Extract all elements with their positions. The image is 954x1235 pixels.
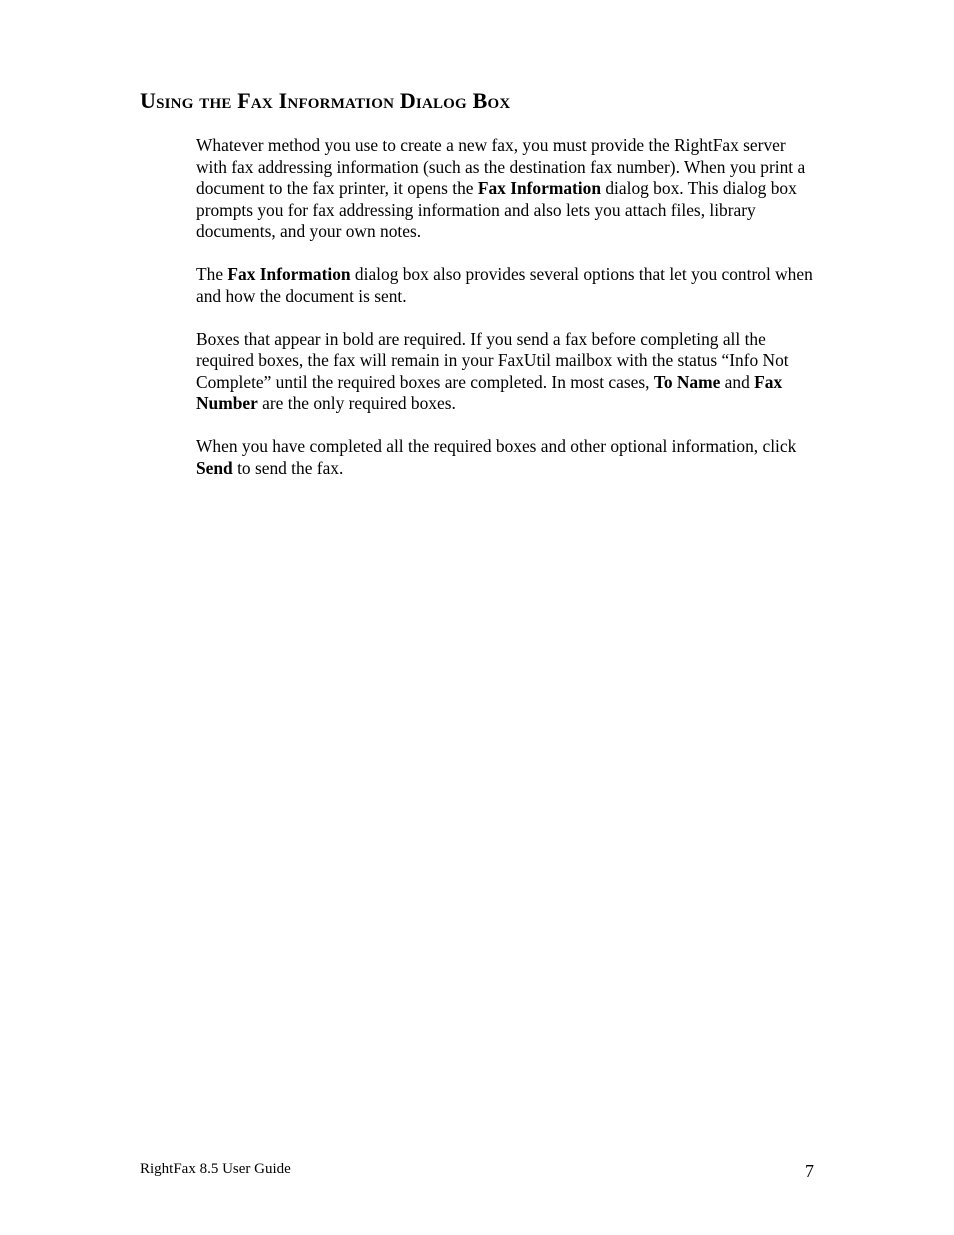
footer-document-title: RightFax 8.5 User Guide: [140, 1161, 291, 1177]
text-run: to send the fax.: [232, 457, 344, 478]
footer-page-number: 7: [805, 1161, 814, 1181]
text-run: dialog box also provides several options that let you control when and how the document is sent.: [196, 264, 813, 306]
paragraph-options: [196, 264, 816, 307]
text-run: The: [196, 264, 228, 284]
text-run: are the only required boxes.: [257, 393, 456, 413]
bold-term-send: Send: [196, 457, 233, 478]
text-run: dialog box. This dialog box prompts you for fax addressing information and also lets you attach files, library documents, and your own notes.: [196, 178, 797, 241]
bold-term-fax-information: Fax Information: [227, 264, 351, 284]
text-run: Whatever method you use to create a new fax, you must provide the RightFax server with fax addressing information (such as the destination fax number). When you print a document to the fax printer, it opens the: [196, 135, 806, 198]
section-heading: Using the Fax Information Dialog Box: [140, 88, 511, 113]
section-body: [196, 135, 816, 501]
text-run: Boxes that appear in bold are required. If you send a fax before completing all the required boxes, the fax will remain in your FaxUtil mailbox with the status “Info Not Complete” until the required boxes are completed. In most cases,: [196, 328, 789, 392]
bold-term-to-name: To Name: [653, 371, 721, 392]
text-run: and: [720, 371, 755, 392]
bold-term-fax-information: Fax Information: [477, 178, 602, 198]
text-run: When you have completed all the required boxes and other optional information, click: [196, 436, 797, 456]
bold-term-fax-number: Fax Number: [196, 371, 783, 413]
paragraph-required-boxes: [196, 329, 816, 415]
paragraph-intro: [196, 135, 816, 243]
paragraph-send: [196, 436, 816, 479]
